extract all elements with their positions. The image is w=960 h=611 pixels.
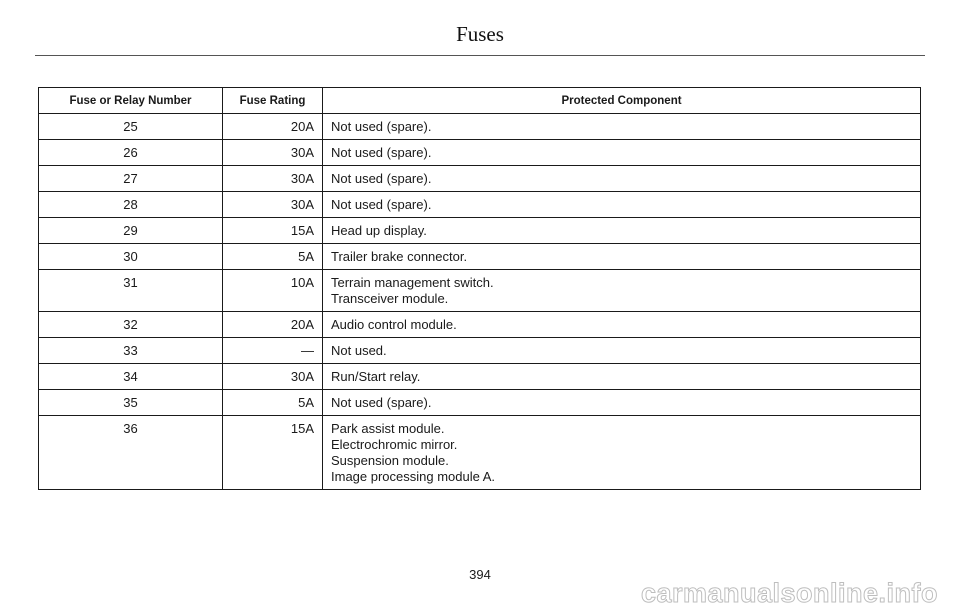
protected-component-cell	[323, 390, 921, 416]
fuse-rating-cell: 10A	[223, 270, 323, 312]
fuse-table	[38, 87, 921, 490]
column-header-fuse-rating: Fuse Rating	[223, 88, 323, 114]
table-row	[39, 312, 921, 338]
protected-component-text: Not used.	[331, 343, 387, 358]
table-row	[39, 166, 921, 192]
fuse-number-cell: 30	[39, 244, 223, 270]
table-row	[39, 140, 921, 166]
protected-component-cell	[323, 192, 921, 218]
protected-component-cell	[323, 114, 921, 140]
fuse-number-cell: 28	[39, 192, 223, 218]
protected-component-cell	[323, 218, 921, 244]
protected-component-cell	[323, 312, 921, 338]
fuse-number-cell: 29	[39, 218, 223, 244]
fuse-number-cell: 31	[39, 270, 223, 312]
column-header-fuse-number: Fuse or Relay Number	[39, 88, 223, 114]
fuse-rating-cell: 20A	[223, 312, 323, 338]
fuse-rating-cell: 15A	[223, 416, 323, 490]
protected-component-cell	[323, 244, 921, 270]
fuse-rating-cell: 30A	[223, 166, 323, 192]
protected-component-cell	[323, 338, 921, 364]
table-row	[39, 244, 921, 270]
table-row	[39, 338, 921, 364]
protected-component-text: Not used (spare).	[331, 171, 432, 186]
protected-component-text: Image processing module A.	[331, 469, 496, 484]
table-row	[39, 218, 921, 244]
protected-component-text: Not used (spare).	[331, 395, 432, 410]
fuse-rating-cell: 30A	[223, 140, 323, 166]
protected-component-text: Not used (spare).	[331, 119, 432, 134]
protected-component-text: Run/Start relay.	[331, 369, 421, 384]
fuse-number-cell: 36	[39, 416, 223, 490]
fuse-rating-cell: 5A	[223, 390, 323, 416]
table-header-row	[39, 88, 921, 114]
table-row	[39, 192, 921, 218]
table-row	[39, 270, 921, 312]
fuse-number-cell: 33	[39, 338, 223, 364]
fuse-number-cell: 34	[39, 364, 223, 390]
protected-component-text: Audio control module.	[331, 317, 457, 332]
page-number: 394	[469, 567, 491, 582]
protected-component-text: Not used (spare).	[331, 197, 432, 212]
watermark-logo: carmanualsonline.info	[640, 578, 938, 608]
fuse-rating-cell: —	[223, 338, 323, 364]
fuse-rating-cell: 20A	[223, 114, 323, 140]
fuse-rating-cell: 30A	[223, 192, 323, 218]
protected-component-text: Trailer brake connector.	[331, 249, 468, 264]
protected-component-text: Suspension module.	[331, 453, 449, 468]
protected-component-text: Not used (spare).	[331, 145, 432, 160]
fuse-rating-cell: 15A	[223, 218, 323, 244]
column-header-protected-component: Protected Component	[323, 88, 921, 114]
table-row	[39, 364, 921, 390]
table-row	[39, 416, 921, 490]
protected-component-text: Head up display.	[331, 223, 427, 238]
protected-component-cell	[323, 166, 921, 192]
fuse-number-cell: 26	[39, 140, 223, 166]
table-row	[39, 114, 921, 140]
protected-component-cell	[323, 416, 921, 490]
page-title: Fuses	[456, 22, 504, 46]
protected-component-cell	[323, 364, 921, 390]
fuse-number-cell: 27	[39, 166, 223, 192]
protected-component-text: Park assist module.	[331, 421, 445, 436]
table-row	[39, 390, 921, 416]
protected-component-text: Terrain management switch.	[331, 275, 494, 290]
protected-component-cell	[323, 140, 921, 166]
fuse-number-cell: 25	[39, 114, 223, 140]
fuse-number-cell: 32	[39, 312, 223, 338]
fuse-table-header	[39, 88, 921, 114]
protected-component-text: Electrochromic mirror.	[331, 437, 458, 452]
protected-component-text: Transceiver module.	[331, 291, 449, 306]
protected-component-cell	[323, 270, 921, 312]
header-divider	[35, 55, 925, 56]
fuse-rating-cell: 5A	[223, 244, 323, 270]
fuse-table-body	[39, 114, 921, 490]
fuse-rating-cell: 30A	[223, 364, 323, 390]
fuse-number-cell: 35	[39, 390, 223, 416]
